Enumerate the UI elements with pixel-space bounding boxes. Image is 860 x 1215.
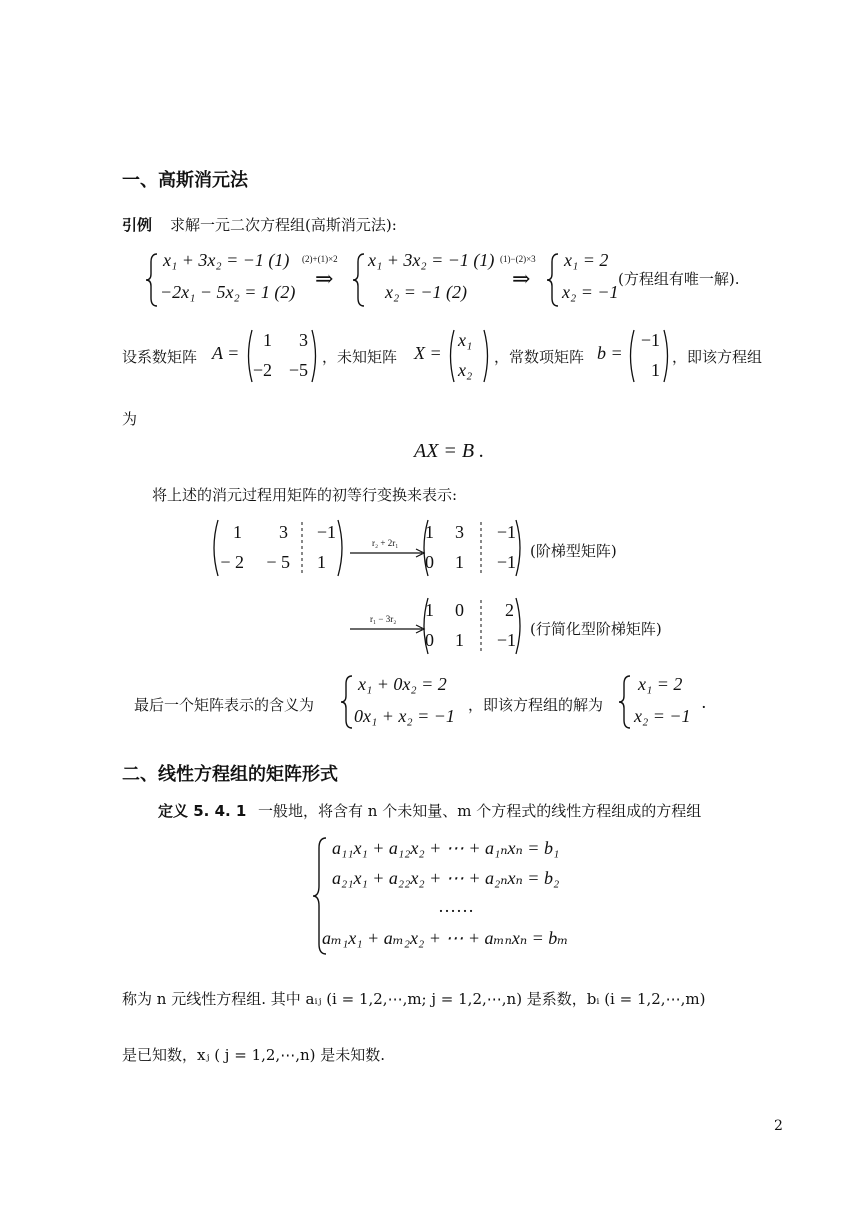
sys1-eq1: x₁ + 3x₂ = −1 (1): [163, 250, 290, 270]
b-1: −1: [640, 330, 660, 350]
m3-note: (行简化型阶梯矩阵): [530, 620, 662, 638]
matrix-line-suffix: ，即该方程组: [672, 348, 763, 366]
a-21: −2: [252, 360, 272, 380]
solution-eq1: x₁ = 2: [638, 674, 683, 694]
x-1: x₁: [458, 330, 473, 350]
op2-label: (1)−(2)×3: [500, 254, 536, 264]
op-b-label: r₁ − 3r₂: [370, 614, 397, 624]
m2-note: (阶梯型矩阵): [530, 542, 617, 560]
meaning-eq1: x₁ + 0x₂ = 2: [358, 674, 447, 694]
wei-text: 为: [122, 410, 138, 428]
x-2: x₂: [458, 360, 473, 380]
brace-sys2: [352, 252, 366, 308]
m1-21: − 2: [220, 552, 244, 572]
constant-matrix-prefix: ，常数项矩阵: [494, 348, 585, 366]
general-eqm: aₘ₁x₁ + aₘ₂x₂ + ⋯ + aₘₙxₙ = bₘ: [322, 928, 569, 948]
sys3-eq1: x₁ = 2: [564, 250, 609, 270]
coef-matrix-prefix: 设系数矩阵: [122, 348, 198, 366]
m2-22: 1: [455, 552, 464, 572]
sys1-eq2: −2x₁ − 5x₂ = 1 (2): [160, 282, 296, 302]
sys2-eq2: x₂ = −1 (2): [385, 282, 468, 302]
m3-23: −1: [496, 630, 516, 650]
section-title-matrix-form: 二、线性方程组的矩阵形式: [122, 764, 338, 785]
section-title-gauss: 一、高斯消元法: [122, 170, 248, 191]
sys3-eq2: x₂ = −1: [562, 282, 619, 302]
meaning-mid: ，即该方程组的解为: [468, 696, 604, 714]
matrix-a-name: A =: [212, 343, 240, 363]
brace-sys1: [145, 252, 159, 308]
m1-23: 1: [317, 552, 326, 572]
unknown-matrix-prefix: ，未知矩阵: [322, 348, 398, 366]
unique-solution-note: (方程组有唯一解).: [618, 270, 740, 288]
general-eq1: a₁₁x₁ + a₁₂x₂ + ⋯ + a₁ₙxₙ = b₁: [332, 838, 560, 858]
general-ellipsis: ……: [438, 896, 474, 916]
matrix-x-name: X =: [414, 343, 442, 363]
a-22: −5: [288, 360, 308, 380]
solution-eq2: x₂ = −1: [634, 706, 691, 726]
meaning-eq2: 0x₁ + x₂ = −1: [354, 706, 455, 726]
general-eq2: a₂₁x₁ + a₂₂x₂ + ⋯ + a₂ₙxₙ = b₂: [332, 868, 560, 888]
m1-12: 3: [279, 522, 288, 542]
m2-12: 3: [455, 522, 464, 542]
definition-line2: 是已知数，xⱼ ( j = 1,2,⋯,n) 是未知数.: [122, 1046, 386, 1064]
m3-12: 0: [455, 600, 464, 620]
m2-23: −1: [496, 552, 516, 572]
matrix-equation: AX = B .: [414, 440, 485, 462]
page-number: 2: [774, 1118, 783, 1134]
m1-22: − 5: [266, 552, 290, 572]
brace-solution: [618, 674, 632, 730]
m3-11: 1: [425, 600, 434, 620]
m1-11: 1: [233, 522, 242, 542]
m2-21: 0: [425, 552, 434, 572]
op-a-label: r₂ + 2r₁: [372, 538, 399, 548]
m2-11: 1: [425, 522, 434, 542]
sys2-eq1: x₁ + 3x₂ = −1 (1): [368, 250, 495, 270]
b-2: 1: [651, 360, 660, 380]
a-12: 3: [299, 330, 308, 350]
brace-meaning: [340, 674, 354, 730]
definition-label: 定义 5. 4. 1: [158, 802, 247, 820]
m2-13: −1: [496, 522, 516, 542]
matrix-b-name: b =: [597, 343, 623, 363]
brace-sys3: [546, 252, 560, 308]
meaning-end: .: [702, 692, 707, 712]
op1-label: (2)+(1)×2: [302, 254, 338, 264]
definition-text: 一般地，将含有 n 个未知量、m 个方程式的线性方程组成的方程组: [258, 802, 702, 820]
m3-21: 0: [425, 630, 434, 650]
row-ops-intro: 将上述的消元过程用矩阵的初等行变换来表示:: [152, 486, 458, 504]
example-text: 求解一元二次方程组(高斯消元法):: [170, 216, 397, 234]
implies-arrow-1: ⇒: [315, 266, 334, 291]
implies-arrow-2: ⇒: [512, 266, 531, 291]
meaning-prefix: 最后一个矩阵表示的含义为: [134, 696, 315, 714]
a-11: 1: [263, 330, 272, 350]
m3-13: 2: [505, 600, 514, 620]
m1-13: −1: [316, 522, 336, 542]
definition-line1: 称为 n 元线性方程组. 其中 aᵢⱼ (i = 1,2,⋯,m; j = 1,2,⋯,n) 是系数，bᵢ (i = 1,2,⋯,m): [122, 990, 706, 1008]
example-label: 引例: [122, 216, 153, 234]
m3-22: 1: [455, 630, 464, 650]
